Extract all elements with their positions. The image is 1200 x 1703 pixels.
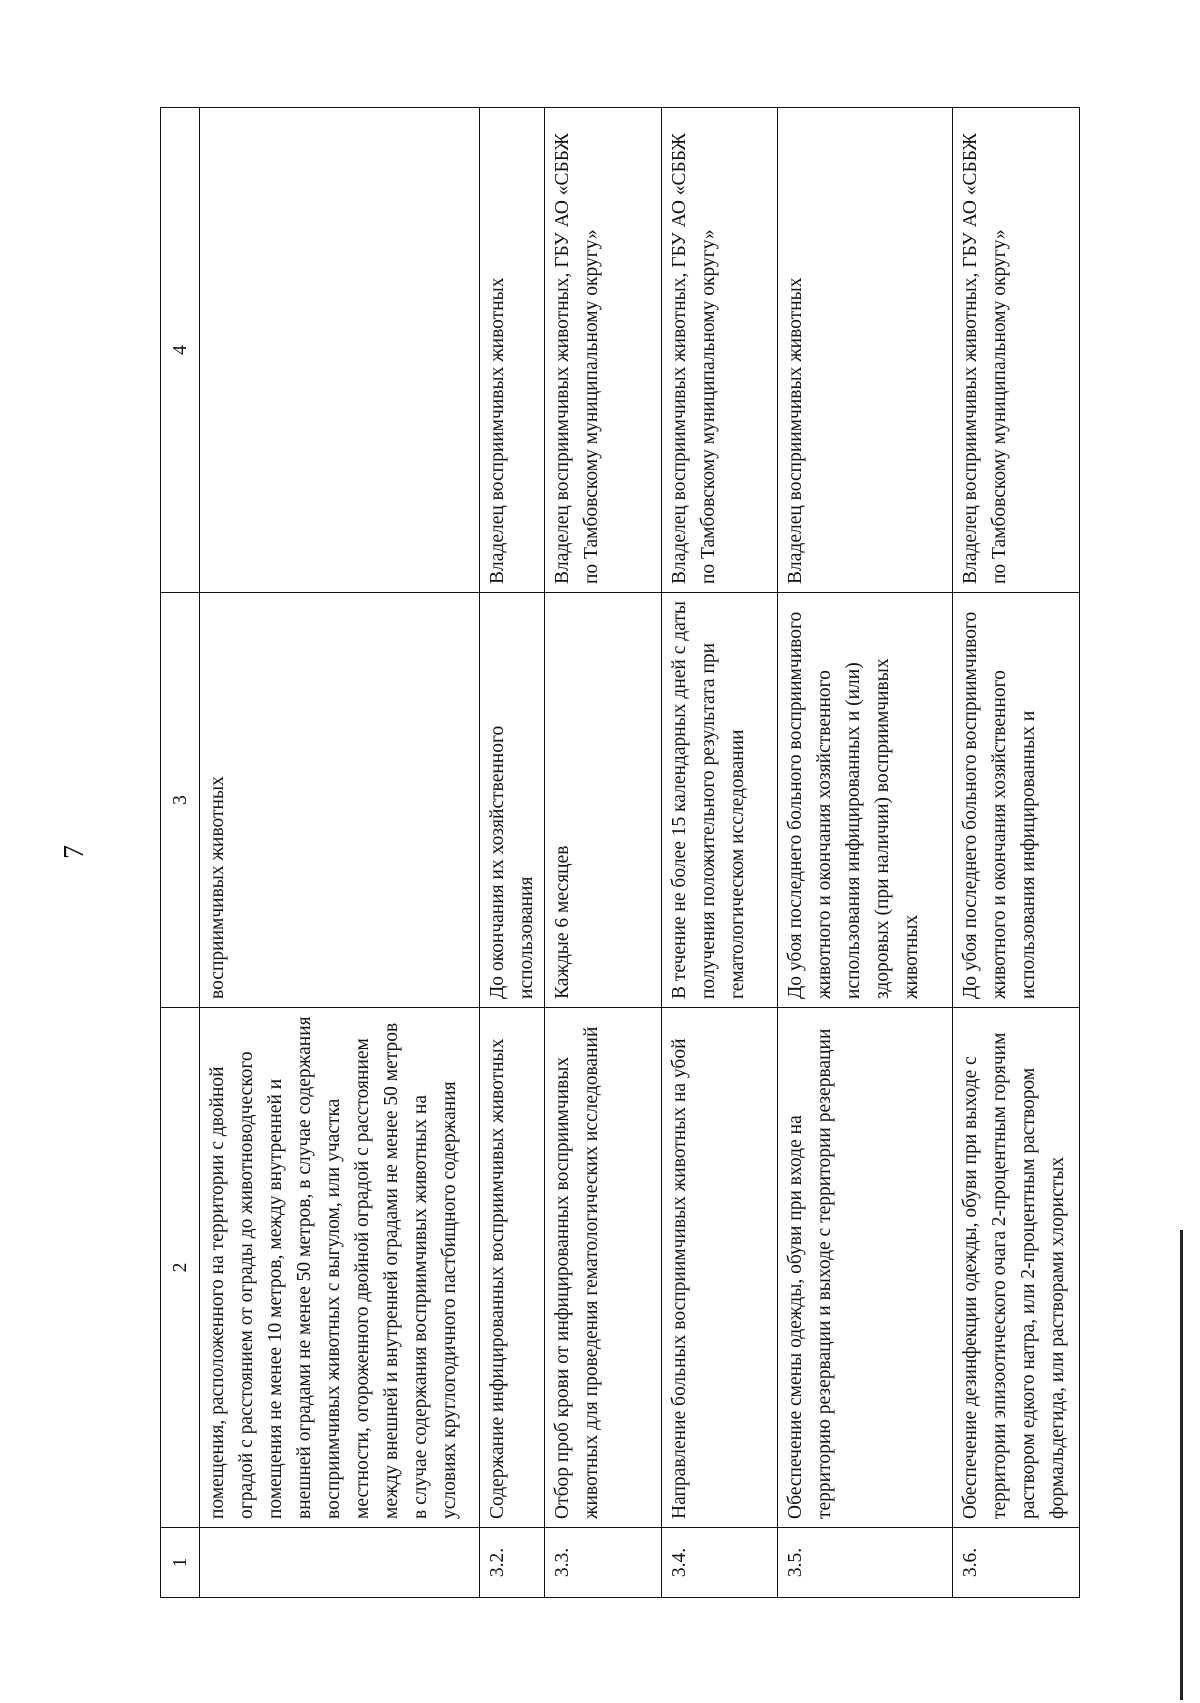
header-cell-2: 2 [161,1008,200,1528]
rotated-table-container [160,108,1080,1598]
term-cell: Каждые 6 месяцев [545,593,661,1008]
responsible-cell: Владелец восприимчивых животных, ГБУ АО «СББЖ по Тамбовскому муниципальному округу» [545,108,661,593]
header-cell-4: 4 [161,108,200,593]
row-number [200,1528,480,1598]
table-row [479,108,544,1598]
measure-cell: Отбор проб крови от инфицированных восприимчивых животных для проведения гематологических исследований [545,1008,661,1528]
header-cell-1: 1 [161,1528,200,1598]
term-cell: До убоя последнего больного восприимчивого животного и окончания хозяйственного использования инфицированных и (или) здоровых (при наличии) восприимчивых животных [777,593,952,1008]
table-row [545,108,661,1598]
row-number: 3.5. [777,1528,952,1598]
term-cell: До окончания их хозяйственного использования [479,593,544,1008]
measure-cell: Содержание инфицированных восприимчивых животных [479,1008,544,1528]
measure-cell: Обеспечение дезинфекции одежды, обуви при выходе с территории эпизоотического очага 2-процентным горячим раствором едкого натра, или 2-процентным раствором формальдегида, или растворами хлористых [952,1008,1079,1528]
table-row [777,108,952,1598]
responsible-cell: Владелец восприимчивых животных [479,108,544,593]
row-number: 3.2. [479,1528,544,1598]
term-cell: восприимчивых животных [200,593,480,1008]
term-cell: В течение не более 15 календарных дней с даты получения положительного результата при гематологическом исследовании [661,593,777,1008]
measure-cell: Обеспечение смены одежды, обуви при входе на территорию резервации и выходе с территории резервации [777,1008,952,1528]
header-cell-3: 3 [161,593,200,1008]
row-number: 3.4. [661,1528,777,1598]
measure-cell: помещения, расположенного на территории с двойной оградой с расстоянием от ограды до животноводческого помещения не менее 10 метров, между внутренней и внешней оградами не менее 50 метров, в случае содержания восприимчивых животных с выгулом, или участка местности, огороженного двойной оградой с расстоянием между внешней и внутренней оградами не менее 50 метров в случае содержания восприимчивых животных на условиях круглогодичного пастбищного содержания [200,1008,480,1528]
row-number: 3.3. [545,1528,661,1598]
table-row [661,108,777,1598]
table-row [952,108,1079,1598]
responsible-cell: Владелец восприимчивых животных, ГБУ АО «СББЖ по Тамбовскому муниципальному округу» [952,108,1079,593]
table-header-row [161,108,200,1598]
responsible-cell: Владелец восприимчивых животных [777,108,952,593]
term-cell: До убоя последнего больного восприимчивого животного и окончания хозяйственного использования инфицированных и [952,593,1079,1008]
measures-table [160,107,1080,1598]
page-number: 7 [59,845,90,859]
scan-edge-line [1180,1230,1183,1700]
row-number: 3.6. [952,1528,1079,1598]
measure-cell: Направление больных восприимчивых животных на убой [661,1008,777,1528]
responsible-cell: Владелец восприимчивых животных, ГБУ АО «СББЖ по Тамбовскому муниципальному округу» [661,108,777,593]
responsible-cell [200,108,480,593]
table-row [200,108,480,1598]
